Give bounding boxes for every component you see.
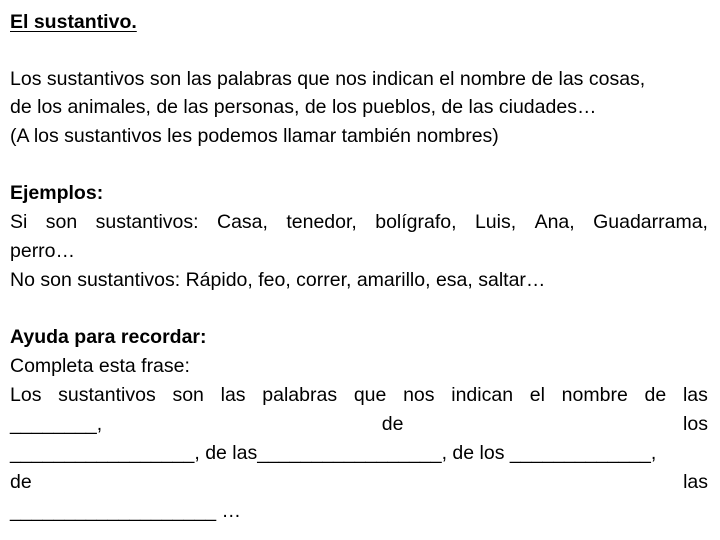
word: nos bbox=[403, 384, 435, 406]
word: de bbox=[10, 471, 32, 493]
word: de bbox=[381, 413, 404, 435]
page-title: El sustantivo. bbox=[10, 11, 137, 33]
examples-heading: Ejemplos: bbox=[10, 182, 104, 204]
exercise-sentence-line-2 bbox=[10, 410, 708, 439]
word: las bbox=[683, 471, 708, 493]
word: Si bbox=[10, 211, 28, 233]
exercise-sentence-line-4 bbox=[10, 468, 708, 497]
examples-positive-line bbox=[10, 208, 708, 237]
examples-positive-continuation: perro… bbox=[10, 240, 76, 262]
blank-field: ________, bbox=[10, 413, 103, 435]
word: nombre bbox=[561, 384, 628, 406]
word: Guadarrama, bbox=[593, 211, 708, 233]
word: que bbox=[353, 384, 387, 406]
word: Luis, bbox=[474, 211, 517, 233]
word: las bbox=[682, 384, 708, 406]
exercise-instruction: Completa esta frase: bbox=[10, 355, 190, 377]
word: Ana, bbox=[534, 211, 575, 233]
word: Los bbox=[10, 384, 42, 406]
exercise-sentence-line-3: _________________, de las_________________, de los _____________, bbox=[10, 442, 657, 464]
word: indican bbox=[451, 384, 514, 406]
word: palabras bbox=[262, 384, 338, 406]
word: son bbox=[172, 384, 204, 406]
word: son bbox=[45, 211, 78, 233]
word: sustantivos: bbox=[95, 211, 199, 233]
word: tenedor, bbox=[286, 211, 357, 233]
definition-line-1: Los sustantivos son las palabras que nos indican el nombre de las cosas, bbox=[10, 68, 646, 90]
exercise-sentence-line-1 bbox=[10, 381, 708, 410]
exercise-sentence-line-5: ___________________ … bbox=[10, 500, 241, 522]
examples-negative-line: No son sustantivos: Rápido, feo, correr, amarillo, esa, saltar… bbox=[10, 269, 546, 291]
word: bolígrafo, bbox=[375, 211, 457, 233]
word: los bbox=[683, 413, 708, 435]
word: Casa, bbox=[216, 211, 268, 233]
exercise-heading: Ayuda para recordar: bbox=[10, 326, 207, 348]
word: las bbox=[220, 384, 246, 406]
definition-line-2: de los animales, de las personas, de los pueblos, de las ciudades… bbox=[10, 96, 597, 118]
definition-note: (A los sustantivos les podemos llamar también nombres) bbox=[10, 125, 499, 147]
word: el bbox=[529, 384, 545, 406]
word: de bbox=[644, 384, 667, 406]
word: sustantivos bbox=[58, 384, 156, 406]
